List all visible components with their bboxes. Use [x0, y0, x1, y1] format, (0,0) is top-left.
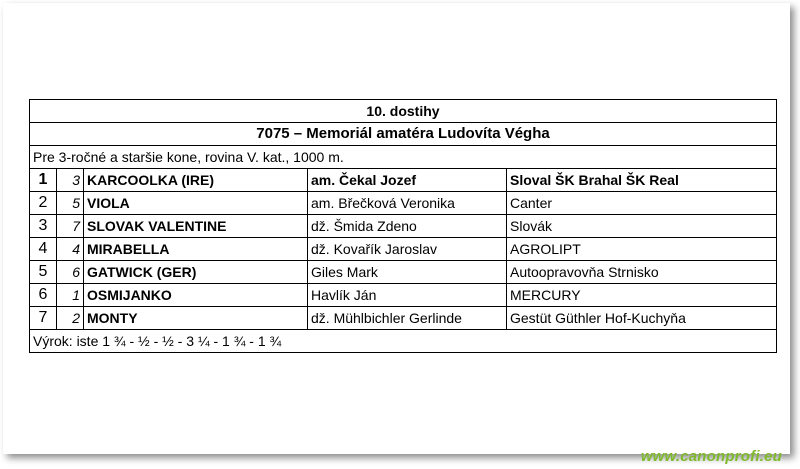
table-row	[30, 215, 777, 238]
start-number: 5	[57, 192, 84, 215]
horse-name: MIRABELLA	[84, 238, 308, 261]
race-title-row	[30, 123, 777, 146]
horse-name: SLOVAK VALENTINE	[84, 215, 308, 238]
horse-name: VIOLA	[84, 192, 308, 215]
horse-name: MONTY	[84, 307, 308, 330]
horse-name: GATWICK (GER)	[84, 261, 308, 284]
rider-name: am. Břečková Veronika	[308, 192, 507, 215]
table-row	[30, 238, 777, 261]
race-title: 7075 – Memoriál amatéra Ludovíta Végha	[30, 123, 777, 146]
owner-name: Sloval ŠK Brahal ŠK Real	[507, 169, 777, 192]
owner-name: Canter	[507, 192, 777, 215]
owner-name: AGROLIPT	[507, 238, 777, 261]
rider-name: Havlík Ján	[308, 284, 507, 307]
owner-name: Autoopravovňa Strnisko	[507, 261, 777, 284]
watermark: www.canonprofi.eu	[640, 448, 782, 465]
finish-position: 3	[30, 215, 57, 238]
race-number: 10. dostihy	[30, 100, 777, 123]
table-row	[30, 169, 777, 192]
start-number: 1	[57, 284, 84, 307]
verdict-text: Výrok: iste 1 ¾ - ½ - ½ - 3 ¼ - 1 ¾ - 1 ¾	[30, 330, 777, 353]
document-card	[3, 3, 790, 454]
owner-name: MERCURY	[507, 284, 777, 307]
finish-position: 5	[30, 261, 57, 284]
race-conditions-row	[30, 146, 777, 169]
start-number: 6	[57, 261, 84, 284]
finish-position: 6	[30, 284, 57, 307]
start-number: 7	[57, 215, 84, 238]
start-number: 2	[57, 307, 84, 330]
start-number: 4	[57, 238, 84, 261]
race-number-row	[30, 100, 777, 123]
table-row	[30, 307, 777, 330]
rider-name: Giles Mark	[308, 261, 507, 284]
race-results-table	[29, 99, 777, 353]
rider-name: dž. Mühlbichler Gerlinde	[308, 307, 507, 330]
table-row	[30, 284, 777, 307]
verdict-row	[30, 330, 777, 353]
table-row	[30, 261, 777, 284]
finish-position: 2	[30, 192, 57, 215]
rider-name: dž. Kovařík Jaroslav	[308, 238, 507, 261]
finish-position: 1	[30, 169, 57, 192]
horse-name: KARCOOLKA (IRE)	[84, 169, 308, 192]
finish-position: 7	[30, 307, 57, 330]
rider-name: dž. Šmida Zdeno	[308, 215, 507, 238]
finish-position: 4	[30, 238, 57, 261]
rider-name: am. Čekal Jozef	[308, 169, 507, 192]
horse-name: OSMIJANKO	[84, 284, 308, 307]
owner-name: Gestüt Güthler Hof-Kuchyňa	[507, 307, 777, 330]
race-conditions: Pre 3-ročné a staršie kone, rovina V. kat., 1000 m.	[30, 146, 777, 169]
table-row	[30, 192, 777, 215]
owner-name: Slovák	[507, 215, 777, 238]
start-number: 3	[57, 169, 84, 192]
